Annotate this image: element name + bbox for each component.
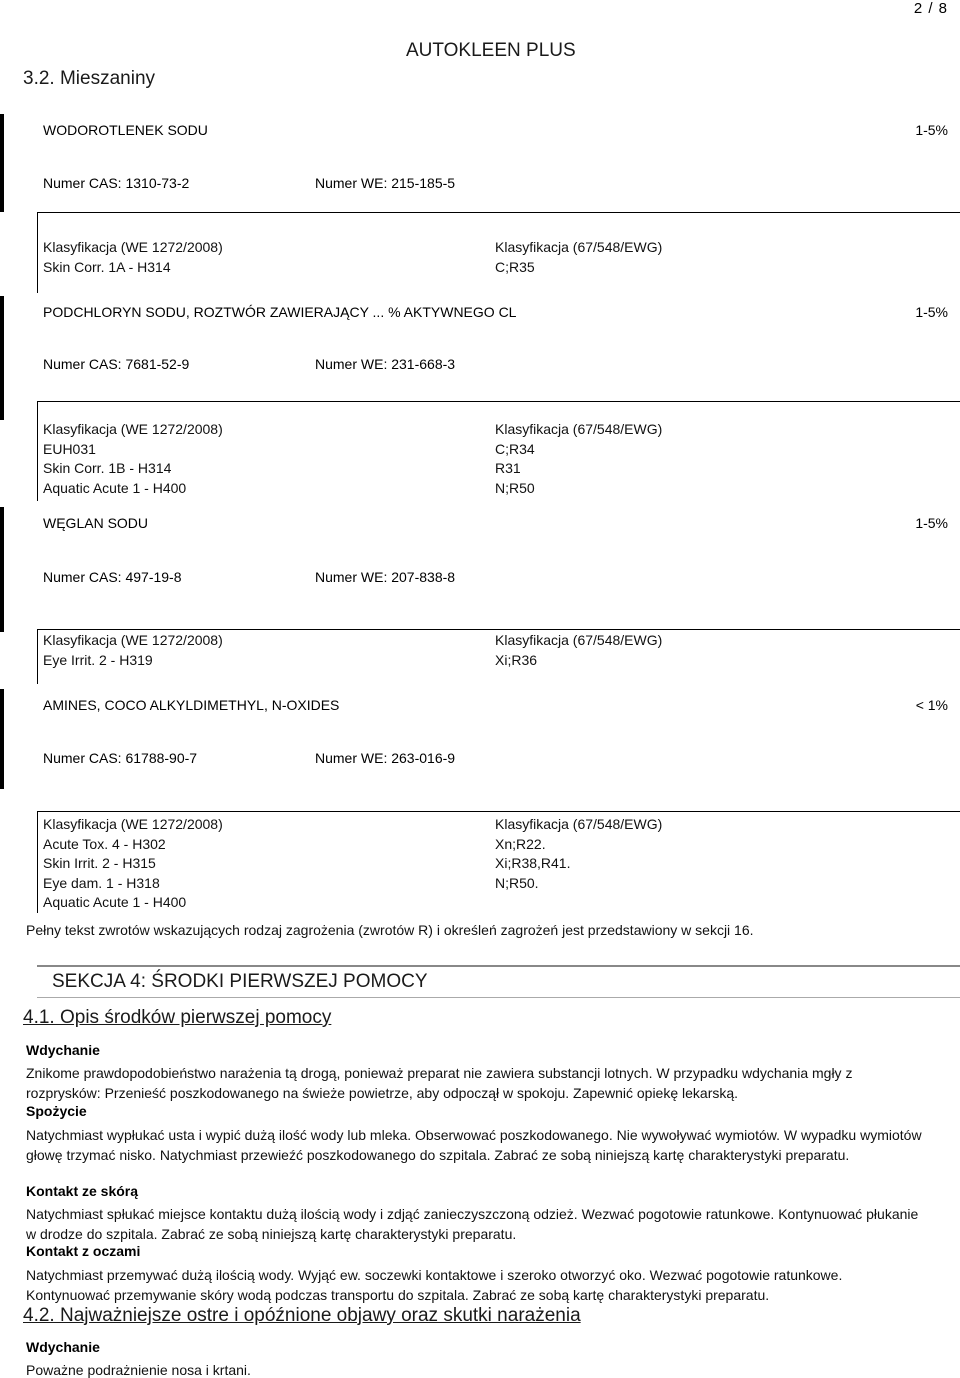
clp-item: Eye Irrit. 2 - H319 [43, 651, 153, 668]
dsd-title: Klasyfikacja (67/548/EWG) [495, 421, 663, 437]
dsd-classification [495, 238, 662, 277]
dsd-item: Xi;R38,R41. [495, 855, 571, 871]
dsd-item: N;R50. [495, 874, 539, 891]
clp-classification [43, 238, 223, 277]
substance-name: WĘGLAN SODU [43, 515, 149, 531]
dsd-classification [495, 420, 662, 498]
dsd-classification [495, 631, 662, 670]
cas-number: Numer CAS: 1310-73-2 [43, 175, 190, 191]
substance-name: WODOROTLENEK SODU [43, 122, 208, 138]
we-number: Numer WE: 231-668-3 [315, 356, 456, 372]
substance-percent: 1-5% [915, 122, 948, 138]
clp-item: Aquatic Acute 1 - H400 [43, 479, 187, 496]
substance-percent: 1-5% [915, 304, 948, 320]
section-4-header [37, 965, 960, 998]
substance-block [0, 687, 960, 912]
side-bar [0, 507, 4, 632]
cas-number: Numer CAS: 7681-52-9 [43, 356, 190, 372]
we-number: Numer WE: 263-016-9 [315, 750, 456, 766]
clp-item: Eye dam. 1 - H318 [43, 874, 160, 891]
eye-contact-label: Kontakt z oczami [26, 1243, 141, 1259]
footnote: Pełny tekst zwrotów wskazujących rodzaj zagrożenia (zwrotów R) i określeń zagrożeń jest przedstawiony w sekcji 16. [26, 922, 754, 938]
substance-block [0, 112, 960, 292]
dsd-item: R31 [495, 460, 521, 476]
eye-contact-text: Natychmiast przemywać dużą ilością wody. Wyjąć ew. soczewki kontaktowe i szeroko otworzyć oko. Wezwać pogotowie ratunkowe. Kontynuować przemywanie skóry wodą podczas transportu do szpitala. Zabrać ze sobą kartę charakterystyki preparatu. [26, 1267, 843, 1303]
we-number: Numer WE: 207-838-8 [315, 569, 456, 585]
dsd-item: Xi;R36 [495, 651, 538, 668]
dsd-classification [495, 815, 662, 893]
substance-percent: < 1% [915, 697, 948, 713]
clp-classification [43, 420, 223, 498]
dsd-item: C;R35 [495, 258, 535, 275]
skin-contact-text: Natychmiast spłukać miejsce kontaktu dużą ilością wody i zdjąć zanieczyszczoną odzież. Wezwać pogotowie ratunkowe. Kontynuować płukanie w drodze do szpitala. Zabrać ze sobą niniejszą kartę charakterystyki preparatu. [26, 1206, 919, 1242]
inhalation-label: Wdychanie [26, 1042, 100, 1058]
cas-number: Numer CAS: 497-19-8 [43, 569, 182, 585]
cas-number: Numer CAS: 61788-90-7 [43, 750, 198, 766]
section-heading: 3.2. Mieszaniny [23, 68, 156, 89]
we-number: Numer WE: 215-185-5 [315, 175, 456, 191]
substance-block [0, 294, 960, 502]
skin-contact-label: Kontakt ze skórą [26, 1183, 139, 1199]
side-bar [0, 689, 4, 789]
clp-classification [43, 631, 223, 670]
dsd-title: Klasyfikacja (67/548/EWG) [495, 816, 663, 832]
clp-item: Skin Irrit. 2 - H315 [43, 855, 156, 871]
dsd-title: Klasyfikacja (67/548/EWG) [495, 239, 663, 255]
dsd-item: N;R50 [495, 479, 535, 496]
inhalation-label-2: Wdychanie [26, 1339, 100, 1355]
clp-title: Klasyfikacja (WE 1272/2008) [43, 632, 223, 648]
clp-item: Acute Tox. 4 - H302 [43, 835, 166, 852]
clp-title: Klasyfikacja (WE 1272/2008) [43, 816, 223, 832]
page-number: 2 / 8 [913, 0, 948, 17]
clp-item: Skin Corr. 1A - H314 [43, 258, 171, 275]
substance-block [0, 505, 960, 685]
substance-percent: 1-5% [915, 515, 948, 531]
clp-title: Klasyfikacja (WE 1272/2008) [43, 421, 223, 437]
clp-title: Klasyfikacja (WE 1272/2008) [43, 239, 223, 255]
product-name: AUTOKLEEN PLUS [406, 40, 576, 61]
side-bar [0, 296, 4, 420]
dsd-title: Klasyfikacja (67/548/EWG) [495, 632, 663, 648]
substance-name: PODCHLORYN SODU, ROZTWÓR ZAWIERAJĄCY ... % AKTYWNEGO CL [43, 304, 517, 320]
subsection-4-2-title: 4.2. Najważniejsze ostre i opóźnione objawy oraz skutki narażenia [23, 1305, 581, 1326]
section-4-title: SEKCJA 4: ŚRODKI PIERWSZEJ POMOCY [52, 971, 428, 992]
clp-item: EUH031 [43, 440, 96, 457]
inhalation-text-2: Poważne podrażnienie nosa i krtani. [26, 1362, 251, 1378]
clp-item: Skin Corr. 1B - H314 [43, 460, 172, 476]
clp-item: Aquatic Acute 1 - H400 [43, 894, 187, 910]
side-bar [0, 114, 4, 212]
subsection-4-1-title: 4.1. Opis środków pierwszej pomocy [23, 1007, 332, 1028]
substance-name: AMINES, COCO ALKYLDIMETHYL, N-OXIDES [43, 697, 340, 713]
ingestion-text: Natychmiast wypłukać usta i wypić dużą ilość wody lub mleka. Obserwować poszkodowanego. Nie wywoływać wymiotów. W wypadku wymiotów głowę trzymać nisko. Natychmiast przewieźć poszkodowanego do szpitala. Zabrać ze sobą niniejszą kartę charakterystyki preparatu. [26, 1127, 922, 1163]
dsd-item: Xn;R22. [495, 835, 546, 852]
clp-classification [43, 815, 223, 913]
inhalation-text: Znikome prawdopodobieństwo narażenia tą drogą, ponieważ preparat nie zawiera substancji lotnych. W przypadku wdychania mgły z rozprysków: Przenieść poszkodowanego na świeże powietrze, aby odpoczął w spokoju. Zapewnić opiekę lekarską. [26, 1065, 853, 1101]
dsd-item: C;R34 [495, 440, 535, 457]
ingestion-label: Spożycie [26, 1103, 87, 1119]
